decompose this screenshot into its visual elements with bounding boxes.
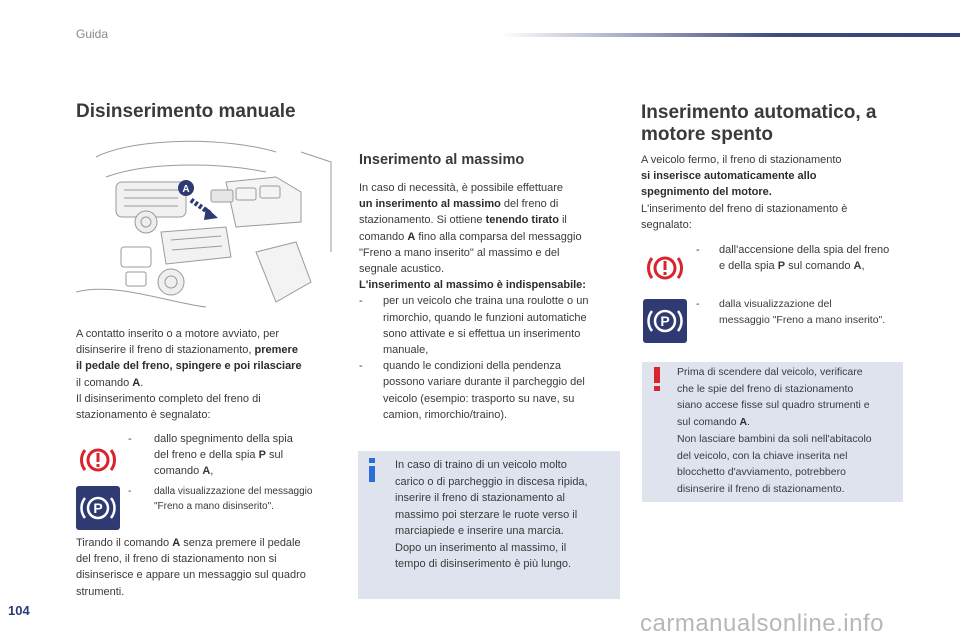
brake-warning-icon <box>76 438 120 482</box>
parking-brake-p-icon <box>76 486 120 530</box>
page-number: 104 <box>8 603 30 618</box>
section-title: Guida <box>76 27 109 41</box>
middle-bullet-1: - per un veicolo che traina una roulotte o un rimorchio, quando le funzioni automatiche sono attivate e si effettua un inserimento manuale, <box>359 295 589 357</box>
info-box: In caso di traino di un veicolo molto carico o di parcheggio in discesa ripida, inserire il freno di stazionamento al massimo poi sterzare le ruote verso il marciapiede e inserire una marcia. Dopo un inserimento al massimo, il tempo di disinserimento è più lungo. <box>358 451 620 599</box>
left-intro-line: il comando A. <box>76 376 144 389</box>
console-drawing <box>76 132 336 317</box>
callout-a-label: A <box>182 184 190 195</box>
warning-box: Prima di scendere dal veicolo, verificare che le spie del freno di stazionamento siano accese fisse sul quadro strumenti e sul comando A. Non lasciare bambini da soli nell'abitacolo del veicolo, con la chiave inserita nel blocchetto d'avviamento, potrebbero disinserire il freno di stazionamento. <box>642 362 903 502</box>
left-outro-line: disinserisce e appare un messaggio sul quadro <box>76 569 306 582</box>
parking-brake-p-icon <box>643 299 687 343</box>
left-intro <box>76 326 346 423</box>
middle-bullet-2: - quando le condizioni della pendenza possono variare durante il parcheggio del veicolo (esempio: trasporto su nave, su camion, rimorchio/traino). <box>359 360 585 421</box>
right-heading: Inserimento automatico, a motore spento <box>641 102 877 145</box>
left-outro-line: strumenti. <box>76 585 125 598</box>
svg-text:P: P <box>93 500 103 516</box>
left-outro-line: Tirando il comando A senza premere il pedale <box>76 537 301 549</box>
middle-heading: Inserimento al massimo <box>359 152 525 168</box>
right-intro: A veicolo fermo, il freno di stazionamento si inserisce automaticamente allo spegnimento del motore. L'inserimento del freno di stazionamento è segnalato: <box>641 154 848 231</box>
left-intro-line: stazionamento è segnalato: <box>76 409 211 422</box>
left-intro-line: il pedale del freno, spingere e poi rilasciare <box>76 360 302 373</box>
watermark: carmanualsonline.info <box>640 610 884 637</box>
middle-body: In caso di necessità, è possibile effettuare un inserimento al massimo del freno di stazionamento. Si ottiene tenendo tirato il comando A fino alla comparsa del messaggio "Freno a mano inserito" al massimo e del segnale acustico. L'inserimento al massimo è indispensabile: - per un veicolo che traina una roulotte o un rimorchio, quando le funzioni automatiche sono attivate e si effettua un inserimento manuale, - quando le condizioni della pendenza possono variare durante il parcheggio del veicolo (esempio: trasporto su nave, su camion, rimorchio/traino). <box>359 180 624 423</box>
left-outro <box>76 535 351 600</box>
left-intro-line: disinserire il freno di stazionamento, premere <box>76 344 298 357</box>
left-intro-line: A contatto inserito o a motore avviato, per <box>76 328 280 340</box>
dashboard-illustration <box>76 132 336 317</box>
left-intro-line: Il disinserimento completo del freno di <box>76 392 261 405</box>
right-list-item-1: - dall'accensione della spia del freno e della spia P sul comando A, <box>696 244 890 272</box>
header-bar <box>500 33 960 37</box>
brake-warning-icon <box>643 246 687 290</box>
right-list-item-2: - dalla visualizzazione del messaggio "Freno a mano inserito". <box>696 298 886 326</box>
info-icon <box>366 458 378 482</box>
page-header <box>0 0 960 45</box>
left-list-item-2: - dalla visualizzazione del messaggio "Freno a mano disinserito". <box>128 486 313 512</box>
left-outro-line: del freno, il freno di stazionamento non si <box>76 553 277 566</box>
left-heading: Disinserimento manuale <box>76 101 296 122</box>
left-list-item-1: - dallo spegnimento della spia del freno e della spia P sul comando A, <box>128 433 293 477</box>
warning-exclamation-icon <box>652 367 662 391</box>
svg-text:P: P <box>660 313 670 329</box>
